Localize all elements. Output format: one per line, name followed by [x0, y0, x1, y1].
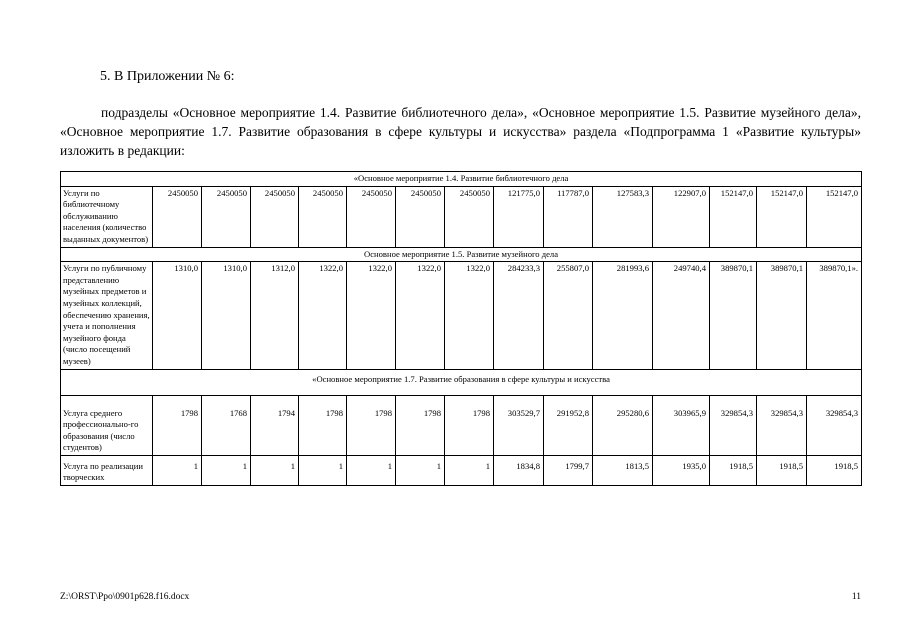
value-cell: 389870,1 [710, 262, 757, 369]
value-cell: 1312,0 [251, 262, 299, 369]
value-cell: 1834,8 [494, 455, 544, 485]
value-cell: 1310,0 [153, 262, 202, 369]
value-cell: 1798 [299, 395, 347, 455]
value-cell: 1768 [202, 395, 251, 455]
value-cell: 303965,9 [653, 395, 710, 455]
value-cell: 2450050 [153, 186, 202, 247]
value-cell: 1794 [251, 395, 299, 455]
value-cell: 389870,1 [757, 262, 807, 369]
value-cell: 1798 [347, 395, 396, 455]
value-cell: 1798 [153, 395, 202, 455]
value-cell: 255807,0 [544, 262, 593, 369]
value-cell: 284233,3 [494, 262, 544, 369]
value-cell: 1322,0 [299, 262, 347, 369]
value-cell: 1798 [445, 395, 494, 455]
value-cell: 291952,8 [544, 395, 593, 455]
value-cell: 152147,0 [710, 186, 757, 247]
value-cell: 2450050 [299, 186, 347, 247]
value-cell: 329854,3 [807, 395, 862, 455]
value-cell: 1799,7 [544, 455, 593, 485]
value-cell: 1 [347, 455, 396, 485]
row-label: Услуга среднего профессионально-го образования (число студентов) [61, 395, 153, 455]
section-header-row [61, 172, 862, 187]
value-cell: 1 [445, 455, 494, 485]
value-cell: 1918,5 [757, 455, 807, 485]
value-cell: 1322,0 [396, 262, 445, 369]
value-cell: 1322,0 [445, 262, 494, 369]
row-label: Услуги по публичному представлению музейных предметов и музейных коллекций, обеспечению хранения, учета и пополнения музейного фонда (число посещений музеев) [61, 262, 153, 369]
value-cell: 303529,7 [494, 395, 544, 455]
value-cell: 1322,0 [347, 262, 396, 369]
value-cell: 1798 [396, 395, 445, 455]
indicators-table [60, 171, 862, 486]
value-cell: 329854,3 [710, 395, 757, 455]
value-cell: 1 [153, 455, 202, 485]
value-cell: 1 [396, 455, 445, 485]
row-label: Услуга по реализации творческих [61, 455, 153, 485]
value-cell: 1918,5 [710, 455, 757, 485]
value-cell: 2450050 [251, 186, 299, 247]
value-cell: 249740,4 [653, 262, 710, 369]
value-cell: 2450050 [202, 186, 251, 247]
value-cell: 329854,3 [757, 395, 807, 455]
value-cell: 1 [251, 455, 299, 485]
value-cell: 117787,0 [544, 186, 593, 247]
value-cell: 121775,0 [494, 186, 544, 247]
value-cell: 1310,0 [202, 262, 251, 369]
row-label: Услуги по библиотечному обслуживанию населения (количество выданных документов) [61, 186, 153, 247]
intro-paragraph: подразделы «Основное мероприятие 1.4. Развитие библиотечного дела», «Основное мероприятие 1.5. Развитие музейного дела», «Основное мероприятие 1.7. Развитие образования в сфере культуры и искусства» раздела «Подпрограмма 1 «Развитие культуры» изложить в редакции: [60, 105, 861, 158]
value-cell: 1918,5 [807, 455, 862, 485]
value-cell: 1 [202, 455, 251, 485]
footer-page-number: 11 [851, 592, 861, 602]
value-cell: 127583,3 [593, 186, 653, 247]
section-title: «Основное мероприятие 1.4. Развитие библиотечного дела [61, 172, 862, 187]
table-row [61, 262, 862, 369]
value-cell: 1 [299, 455, 347, 485]
value-cell: 1935,0 [653, 455, 710, 485]
table-row [61, 455, 862, 485]
value-cell: 2450050 [396, 186, 445, 247]
value-cell: 152147,0 [807, 186, 862, 247]
value-cell: 1813,5 [593, 455, 653, 485]
section-header-row [61, 247, 862, 262]
table-row [61, 186, 862, 247]
table-row [61, 395, 862, 455]
value-cell: 2450050 [347, 186, 396, 247]
value-cell: 389870,1». [807, 262, 862, 369]
value-cell: 295280,6 [593, 395, 653, 455]
section-title: «Основное мероприятие 1.7. Развитие образования в сфере культуры и искусства [61, 369, 862, 395]
section-title: Основное мероприятие 1.5. Развитие музейного дела [61, 247, 862, 262]
footer-file-path: Z:\ORST\Ppo\0901p628.f16.docx [60, 592, 190, 602]
value-cell: 2450050 [445, 186, 494, 247]
value-cell: 152147,0 [757, 186, 807, 247]
section-header-row [61, 369, 862, 395]
section-heading: 5. В Приложении № 6: [100, 69, 235, 84]
value-cell: 122907,0 [653, 186, 710, 247]
value-cell: 281993,6 [593, 262, 653, 369]
